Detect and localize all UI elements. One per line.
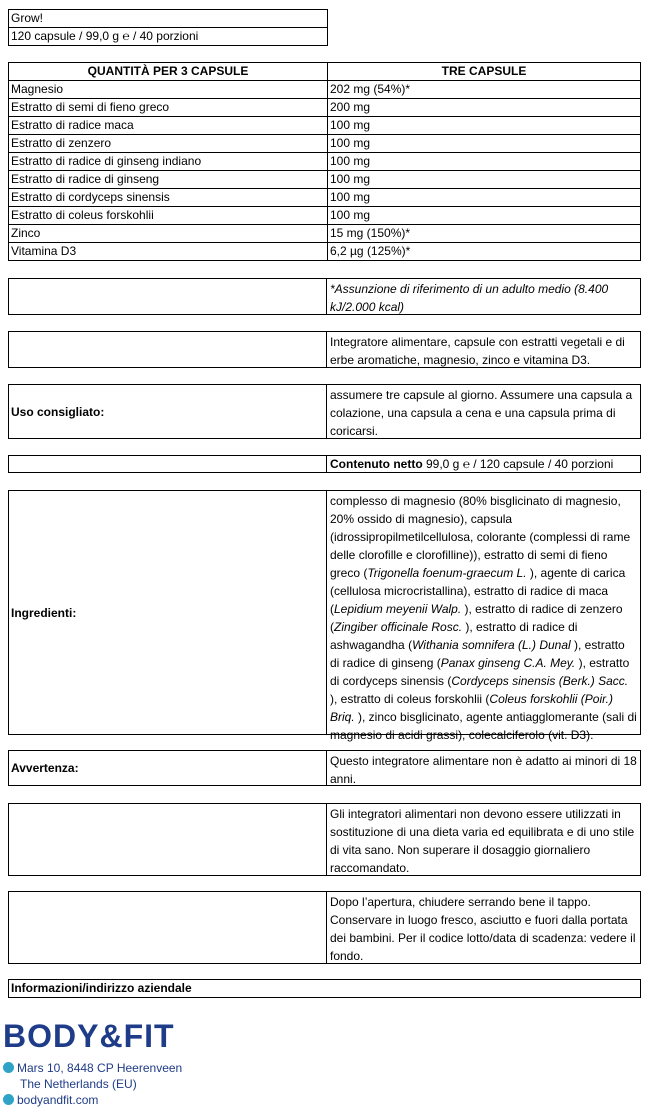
nutrient-value: 100 mg bbox=[328, 135, 641, 153]
nutrient-name: Estratto di coleus forskohlii bbox=[9, 207, 328, 225]
website-link[interactable]: bodyandfit.com bbox=[17, 1093, 99, 1107]
warning-label: Avvertenza: bbox=[9, 751, 327, 785]
address-line-2: The Netherlands (EU) bbox=[20, 1077, 137, 1091]
nutrition-row bbox=[9, 207, 641, 225]
body-and-fit-logo: BODY&FIT bbox=[3, 1018, 175, 1054]
nutrition-row bbox=[9, 171, 641, 189]
nutrition-row bbox=[9, 117, 641, 135]
storage-text: Dopo l’apertura, chiudere serrando bene il tappo. Conservare in luogo fresco, asciutto e fuori dalla portata dei bambini. Per il codice lotto/data di scadenza: vedere il fondo. bbox=[330, 895, 636, 963]
nutrition-row bbox=[9, 189, 641, 207]
storage-block bbox=[8, 891, 641, 964]
ingredient-botanical-name: Trigonella foenum-graecum L. bbox=[367, 566, 527, 580]
nutrition-row bbox=[9, 99, 641, 117]
nutrition-row bbox=[9, 81, 641, 99]
ingredient-text-part: ), agente di carica (cellulosa microcristallina), estratto di radice di maca ( bbox=[330, 566, 626, 616]
ingredient-text-part: complesso di magnesio (80% bisglicinato di magnesio, 20% ossido di magnesio), capsula (idrossipropilmetilcellulosa, colorante (complessi di rame delle clorofille e clorofilline)), estratto di semi di fieno greco ( bbox=[330, 494, 631, 580]
nutrition-row bbox=[9, 135, 641, 153]
ingredient-botanical-name: Panax ginseng C.A. Mey. bbox=[440, 656, 576, 670]
column-header-value: TRE CAPSULE bbox=[328, 63, 641, 81]
pack-size: 120 capsule / 99,0 g ℮ / 40 porzioni bbox=[9, 28, 328, 46]
net-content-text: 99,0 g ℮ / 120 capsule / 40 porzioni bbox=[422, 457, 614, 471]
nutrient-name: Estratto di radice di ginseng indiano bbox=[9, 153, 328, 171]
nutrient-name: Estratto di semi di fieno greco bbox=[9, 99, 328, 117]
ingredient-botanical-name: Withania somnifera (L.) Dunal bbox=[412, 638, 571, 652]
header-table bbox=[8, 9, 328, 46]
nutrient-name: Estratto di radice maca bbox=[9, 117, 328, 135]
nutrient-value: 100 mg bbox=[328, 171, 641, 189]
nutrient-value: 100 mg bbox=[328, 207, 641, 225]
ingredient-text-part: ), estratto di radice di zenzero ( bbox=[330, 602, 623, 634]
nutrient-value: 100 mg bbox=[328, 153, 641, 171]
ingredients-label: Ingredienti: bbox=[9, 491, 327, 734]
column-header-quantity: QUANTITÀ PER 3 CAPSULE bbox=[9, 63, 328, 81]
ingredient-botanical-name: Lepidium meyenii Walp. bbox=[334, 602, 462, 616]
nutrient-value: 100 mg bbox=[328, 189, 641, 207]
ingredient-botanical-name: Cordyceps sinensis (Berk.) Sacc. bbox=[451, 674, 629, 688]
reference-text: *Assunzione di riferimento di un adulto medio (8.400 kJ/2.000 kcal) bbox=[330, 282, 609, 314]
description-text: Integratore alimentare, capsule con estratti vegetali e di erbe aromatiche, magnesio, zinco e vitamina D3. bbox=[330, 335, 625, 367]
warning-text: Questo integratore alimentare non è adatto ai minori di 18 anni. bbox=[330, 754, 637, 786]
ingredient-text-part: ), zinco bisglicinato, agente antiagglomerante (sali di magnesio di acidi grassi), colecalciferolo (vit. D3). bbox=[330, 710, 637, 742]
net-content-label: Contenuto netto bbox=[330, 457, 423, 471]
web-icon bbox=[3, 1094, 14, 1105]
nutrient-value: 202 mg (54%)* bbox=[328, 81, 641, 99]
nutrient-name: Zinco bbox=[9, 225, 328, 243]
nutrient-name: Estratto di cordyceps sinensis bbox=[9, 189, 328, 207]
notice-text: Gli integratori alimentari non devono essere utilizzati in sostituzione di una dieta varia ed equilibrata e di uno stile di vita sano. Non superare il dosaggio giornaliero raccomandato. bbox=[330, 807, 635, 875]
nutrient-name: Vitamina D3 bbox=[9, 243, 328, 261]
nutrition-row bbox=[9, 153, 641, 171]
location-pin-icon bbox=[3, 1062, 14, 1073]
company-info-label: Informazioni/indirizzo aziendale bbox=[8, 979, 641, 998]
ingredients-text bbox=[327, 491, 640, 742]
usage-label: Uso consigliato: bbox=[9, 385, 327, 438]
company-website bbox=[3, 1092, 98, 1108]
ingredient-text-part: ), estratto di cordyceps sinensis ( bbox=[330, 656, 630, 688]
ingredient-text-part: ), estratto di coleus forskohlii ( bbox=[330, 692, 490, 706]
usage-block bbox=[8, 384, 641, 439]
net-content-block bbox=[8, 455, 641, 473]
ingredient-text-part: ), estratto di radice di ginseng ( bbox=[330, 638, 625, 670]
brand-name: Grow! bbox=[9, 10, 328, 28]
nutrition-table bbox=[8, 62, 641, 261]
ingredients-block bbox=[8, 490, 641, 742]
nutrient-name: Estratto di zenzero bbox=[9, 135, 328, 153]
ingredient-botanical-name: Zingiber officinale Rosc. bbox=[334, 620, 463, 634]
usage-text: assumere tre capsule al giorno. Assumere una capsula a colazione, una capsula a cena e una capsula prima di coricarsi. bbox=[330, 388, 633, 438]
description-block bbox=[8, 331, 641, 368]
address-line-1: Mars 10, 8448 CP Heerenveen bbox=[17, 1061, 183, 1075]
notice-block bbox=[8, 803, 641, 876]
ingredient-botanical-name: Coleus forskohlii (Poir.) Briq. bbox=[330, 692, 613, 724]
reference-block bbox=[8, 278, 641, 315]
nutrition-row bbox=[9, 243, 641, 261]
warning-block bbox=[8, 750, 641, 786]
nutrition-row bbox=[9, 225, 641, 243]
nutrient-value: 100 mg bbox=[328, 117, 641, 135]
nutrient-value: 6,2 µg (125%)* bbox=[328, 243, 641, 261]
nutrient-value: 200 mg bbox=[328, 99, 641, 117]
company-address bbox=[3, 1060, 182, 1092]
nutrient-name: Magnesio bbox=[9, 81, 328, 99]
ingredient-text-part: ), estratto di radice di ashwagandha ( bbox=[330, 620, 578, 652]
nutrient-value: 15 mg (150%)* bbox=[328, 225, 641, 243]
nutrient-name: Estratto di radice di ginseng bbox=[9, 171, 328, 189]
